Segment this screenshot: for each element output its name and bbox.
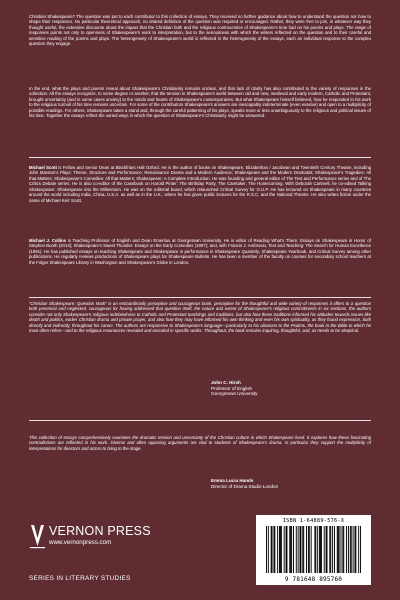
- barcode-bar: [338, 526, 339, 573]
- barcode-bar: [266, 526, 267, 573]
- barcode-bars: [266, 526, 361, 573]
- barcode-bar: [350, 526, 351, 573]
- bio-text: is Fellow and Senior Dean at Blackfriars Hall Oxford. He is the author of books on Shakespeare, Elizabethan / Jacobean and Twentieth Century Theatre, including John Marston's Plays: Theme, Structure and Performance; Renaissance Drama and a Modern Audience; Shakespeare and the Modern Dramatist; Shakespeare's Tragedies: All that Matters; Shakespeare's Comedies: All that Matters; Shakespeare: A Complete Introduction. He was founding and general editor of The Text and Performance series and of The Critics Debate series. He is also co-editor of the Casebook on Harold Pinter: The Birthday Party, The Caretaker, The Homecoming. With Deborah Cartmell, he co-edited Talking Shakespeare: Shakespeare into the Millennium. He was on the editorial board, which relaunched Critical Survey for O.U.P. He has lectured on Shakespeare in many countries around the world including India, China, U.S.A. as well as in the U.K., where he has given public lectures for the R.S.C. and the National Theatre. He also writes fiction under the name of Michael Kerr Scott.: [29, 165, 372, 203]
- barcode-bar: [320, 526, 321, 573]
- endorsement-quote: This collection of essays comprehensively examines the dramatic tension and uncertainty of the Christian culture in which Shakespeare lived. It explores how these fascinating contradictions are reflected in his work. Diverse and often opposing arguments are vital to students of Shakespeare's drama. In particular they support the multiplicity of interpretations for directors and actors to bring to the stage.: [29, 435, 371, 451]
- intro-paragraph-2: In the end, what the plays and poems reveal about Shakespeare's Christianity remains unclear, and that lack of clarity has also contributed to the variety of responses in the collection. All the essays recognize, to some degree or another, that the tension in Shakespeare's world between old and new, medieval and early modern, Catholic and Protestant, brought uncertainty (and in some cases anxiety) to the minds and hearts of Shakespeare's contemporaries. But what Shakespeare himself believed, how he responded in his work to the religious turmoil of his time remains uncertain. For some of the contributors Shakespeare's answers are inescapably indeterminate (even evasive) and open to a multiplicity of possible readings. For others, Shakespeare takes a stand and, through the careful patterning of his plays, speaks more or less unambiguously to the religious and political issues of his time. Together the essays reflect the varied ways in which the question of Shakespeare's Christianity might be answered.: [29, 86, 371, 119]
- barcode-bar: [268, 526, 269, 573]
- barcode-bar: [339, 526, 340, 573]
- ean-number: 9 781648 895760: [284, 576, 343, 583]
- endorser-title: Director of Drama Studio London: [211, 483, 279, 489]
- barcode-bar: [306, 526, 307, 573]
- vernon-press-emblem-icon: [29, 523, 46, 549]
- barcode-bar: [286, 526, 287, 573]
- barcode-bar: [303, 526, 304, 573]
- bio-text: is Teaching Professor of English and Dean Emeritus at Georgetown University. He is editor of Reading What's There: Essays on Shakespeare in Honor of Stephen Booth (2014); Shakespeare's Sweet Thunder: Essays on the Early Comedies (1997); and, with Francis J. Ambrosio, Text and Teaching: The Search for Human Excellence (1991). He has published essays on teaching Shakespeare and Shakespeare in performance in Shakespeare Quarterly, Shakespeare Yearbook, and Critical Survey among other publications. He regularly reviews productions of Shakespeare plays for Shakespeare Bulletin. He has been a member of the faculty on courses for secondary school teachers at the Folger Shakespeare Library in Washington and Shakespeare's Globe in London.: [29, 238, 371, 265]
- endorser-org: Georgetown University: [211, 391, 258, 397]
- divider: [29, 157, 371, 158]
- divider: [29, 297, 371, 298]
- barcode-bar: [273, 526, 274, 573]
- barcode-bar: [300, 526, 301, 573]
- barcode-bar: [271, 526, 272, 573]
- bio-name: Michael J. Collins: [29, 238, 67, 243]
- barcode-bar: [317, 526, 318, 573]
- barcode-bar: [334, 526, 335, 573]
- barcode-bar: [296, 526, 297, 573]
- barcode-bar: [351, 526, 352, 573]
- barcode-bar: [360, 526, 361, 573]
- barcode-bar: [330, 526, 331, 573]
- barcode-bar: [279, 526, 280, 573]
- barcode-bar: [348, 526, 349, 573]
- endorsement-attribution: [211, 478, 371, 489]
- barcode-bar: [326, 526, 327, 573]
- isbn-number: ISBN 1-64889-576-X: [282, 518, 345, 524]
- endorser-title: Professor of English: [211, 385, 253, 391]
- barcode-bar: [277, 526, 278, 573]
- barcode-bar: [311, 526, 312, 573]
- barcode-bar: [315, 526, 316, 573]
- endorsement-quote: “Christian Shakespeare: Question Mark” is an extraordinarily perceptive and courageous book, perceptive for the thoughtful and wide variety of responses it offers to a question both perennial and neglected, courageous for having addressed that question itself, the nature and extent of Shakespeare's religious commitments in six sections, the authors consider not only Shakespeare's religious indebtedness to Catholic and Protestant teachings and traditions, but also how these traditions informed his attitudes towards issues like death and politics, earlier Christian drama and private prayer, and also how they may have informed his own thinking and even his own spirituality, as they found expression, both directly and indirectly, throughout his canon. The authors are responsive to Shakespeare's language—particularly to his allusions to the Psalms, the book in the Bible to which he most often refers—and to the religious resonances revealed and encoded in specific works. Throughout, the book remains inquiring, thoughtful, and, as needs to be skeptical.: [29, 301, 371, 334]
- bio-michael-collins: [29, 238, 371, 265]
- barcode-bar: [321, 526, 322, 573]
- barcode-bar: [337, 526, 338, 573]
- barcode-bar: [358, 526, 359, 573]
- barcode-bar: [290, 526, 291, 573]
- barcode-bar: [342, 526, 343, 573]
- barcode-bar: [302, 526, 303, 573]
- barcode-bar: [354, 526, 355, 573]
- barcode-bar: [309, 526, 310, 573]
- barcode-bar: [298, 526, 299, 573]
- publisher-url: www.vernonpress.com: [49, 538, 112, 546]
- publisher-name: VERNON PRESS: [49, 524, 151, 538]
- series-name: SERIES IN LITERARY STUDIES: [29, 575, 131, 582]
- endorser-name: John C. Hirsh: [211, 380, 241, 385]
- barcode-bar: [355, 526, 356, 573]
- barcode-bar: [327, 526, 328, 573]
- barcode-bar: [324, 526, 325, 573]
- barcode-bar: [272, 526, 273, 573]
- publisher-logo: [29, 522, 169, 552]
- barcode-bar: [314, 526, 315, 573]
- barcode-bar: [353, 526, 354, 573]
- bio-name: Michael Scott: [29, 165, 57, 170]
- intro-paragraph-1: Christian Shakespeare? The question was put to each contributor to this collection of essays. They received no further guidance about how to understand the question nor how to shape their responses. No particular theoretical approach, no shared definition of the question was required or encouraged. Rather, they were free to join, in whatever way they thought useful, the extensive discourse about the impact that the Christian faith and the religious controversies of Shakespeare's time had on his poems and plays. The range of responses points not only to openness of Shakespeare's work to interpretation, but to the seriousness with which the writers reflected on the question and to their careful and sensitive reading of the poems and plays. The heterogeneity of Shakespeare's world is reflected in the heterogeneity of the essays, each an individual response to the complex question they engage.: [29, 14, 371, 47]
- barcode-bar: [319, 526, 320, 573]
- barcode-bar: [329, 526, 330, 573]
- endorser-name: Emma Lucia Hands: [211, 478, 254, 483]
- divider: [29, 420, 371, 421]
- barcode-bar: [284, 526, 285, 573]
- barcode-bar: [274, 526, 275, 573]
- isbn-barcode: [256, 515, 371, 585]
- barcode-bar: [300, 526, 301, 573]
- barcode-bar: [280, 526, 281, 573]
- bio-michael-scott: [29, 165, 371, 203]
- barcode-bar: [286, 526, 287, 573]
- barcode-bar: [293, 526, 294, 573]
- barcode-bar: [341, 526, 342, 573]
- barcode-bar: [308, 526, 309, 573]
- barcode-bar: [343, 526, 344, 573]
- barcode-bar: [332, 526, 333, 573]
- barcode-bar: [346, 526, 347, 573]
- endorsement-attribution: [211, 380, 371, 397]
- barcode-bar: [281, 526, 282, 573]
- barcode-bar: [291, 526, 292, 573]
- barcode-bar: [289, 526, 290, 573]
